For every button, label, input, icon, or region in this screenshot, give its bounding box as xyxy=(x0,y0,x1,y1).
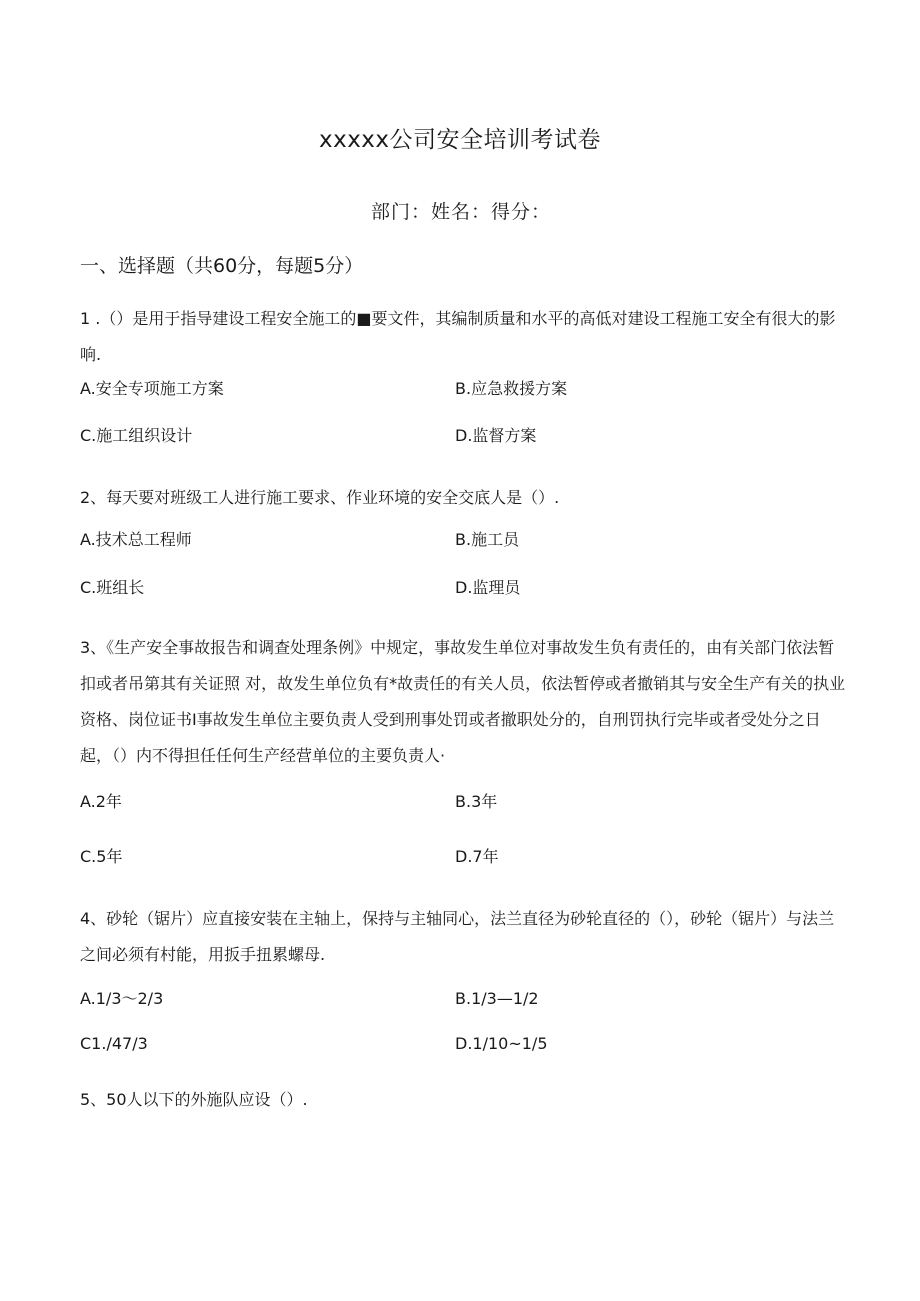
question-4-option-d: D.1/10~1/5 xyxy=(455,1034,548,1053)
question-1-option-b: B.应急救援方案 xyxy=(455,379,568,398)
question-1-option-c: C.施工组织设计 xyxy=(80,426,193,445)
question-2-option-b: B.施工员 xyxy=(455,530,520,549)
question-4-text: 4、砂轮（锯片）应直接安装在主轴上，保持与主轴同心，法兰直径为砂轮直径的（），砂轮（锯片）与法兰之间必须有村能，用扳手扭累螺母. xyxy=(80,909,835,964)
question-3-text: 3、《生产安全事故报告和调查处理条例》中规定，事故发生单位对事故发生负有责任的，由有关部门依法暂扣或者吊第其有关证照 对，故发生单位负有*故责任的有关人员，依法暂停或者撤销其与安全生产有关的执业资格、岗位证书I事故发生单位主要负责人受到刑事处罚或者撤职处分的，自刑罚执行完毕或者受处分之日起，（）内不得担任任何生产经营单位的主要负责人· xyxy=(80,638,846,765)
question-4-option-b: B.1/3—1/2 xyxy=(455,989,539,1008)
question-1-text: 1 .（）是用于指导建设工程安全施工的■要文件，其编制质量和水平的高低对建设工程施工安全有很大的影响. xyxy=(80,309,836,364)
question-3-option-a: A.2年 xyxy=(80,792,122,811)
question-2-option-c: C.班组长 xyxy=(80,578,145,597)
question-2-text: 2、每天要对班级工人进行施工要求、作业环境的安全交底人是（）. xyxy=(80,488,560,507)
question-5-text: 5、50人以下的外施队应设（）. xyxy=(80,1090,308,1109)
section-heading: 一、选择题（共60分，每题5分） xyxy=(80,255,364,277)
exam-info-line: 部门：姓名：得分： xyxy=(371,201,552,223)
question-3-option-c: C.5年 xyxy=(80,847,123,866)
question-2-option-d: D.监理员 xyxy=(455,578,521,597)
question-1-option-d: D.监督方案 xyxy=(455,426,537,445)
exam-title: xxxxx公司安全培训考试卷 xyxy=(318,127,602,153)
question-4-option-c: C1./47/3 xyxy=(80,1034,148,1053)
question-1-option-a: A.安全专项施工方案 xyxy=(80,379,224,398)
question-3-option-b: B.3年 xyxy=(455,792,498,811)
question-3-option-d: D.7年 xyxy=(455,847,499,866)
question-2-option-a: A.技术总工程师 xyxy=(80,530,192,549)
question-4-option-a: A.1/3～2/3 xyxy=(80,989,164,1008)
